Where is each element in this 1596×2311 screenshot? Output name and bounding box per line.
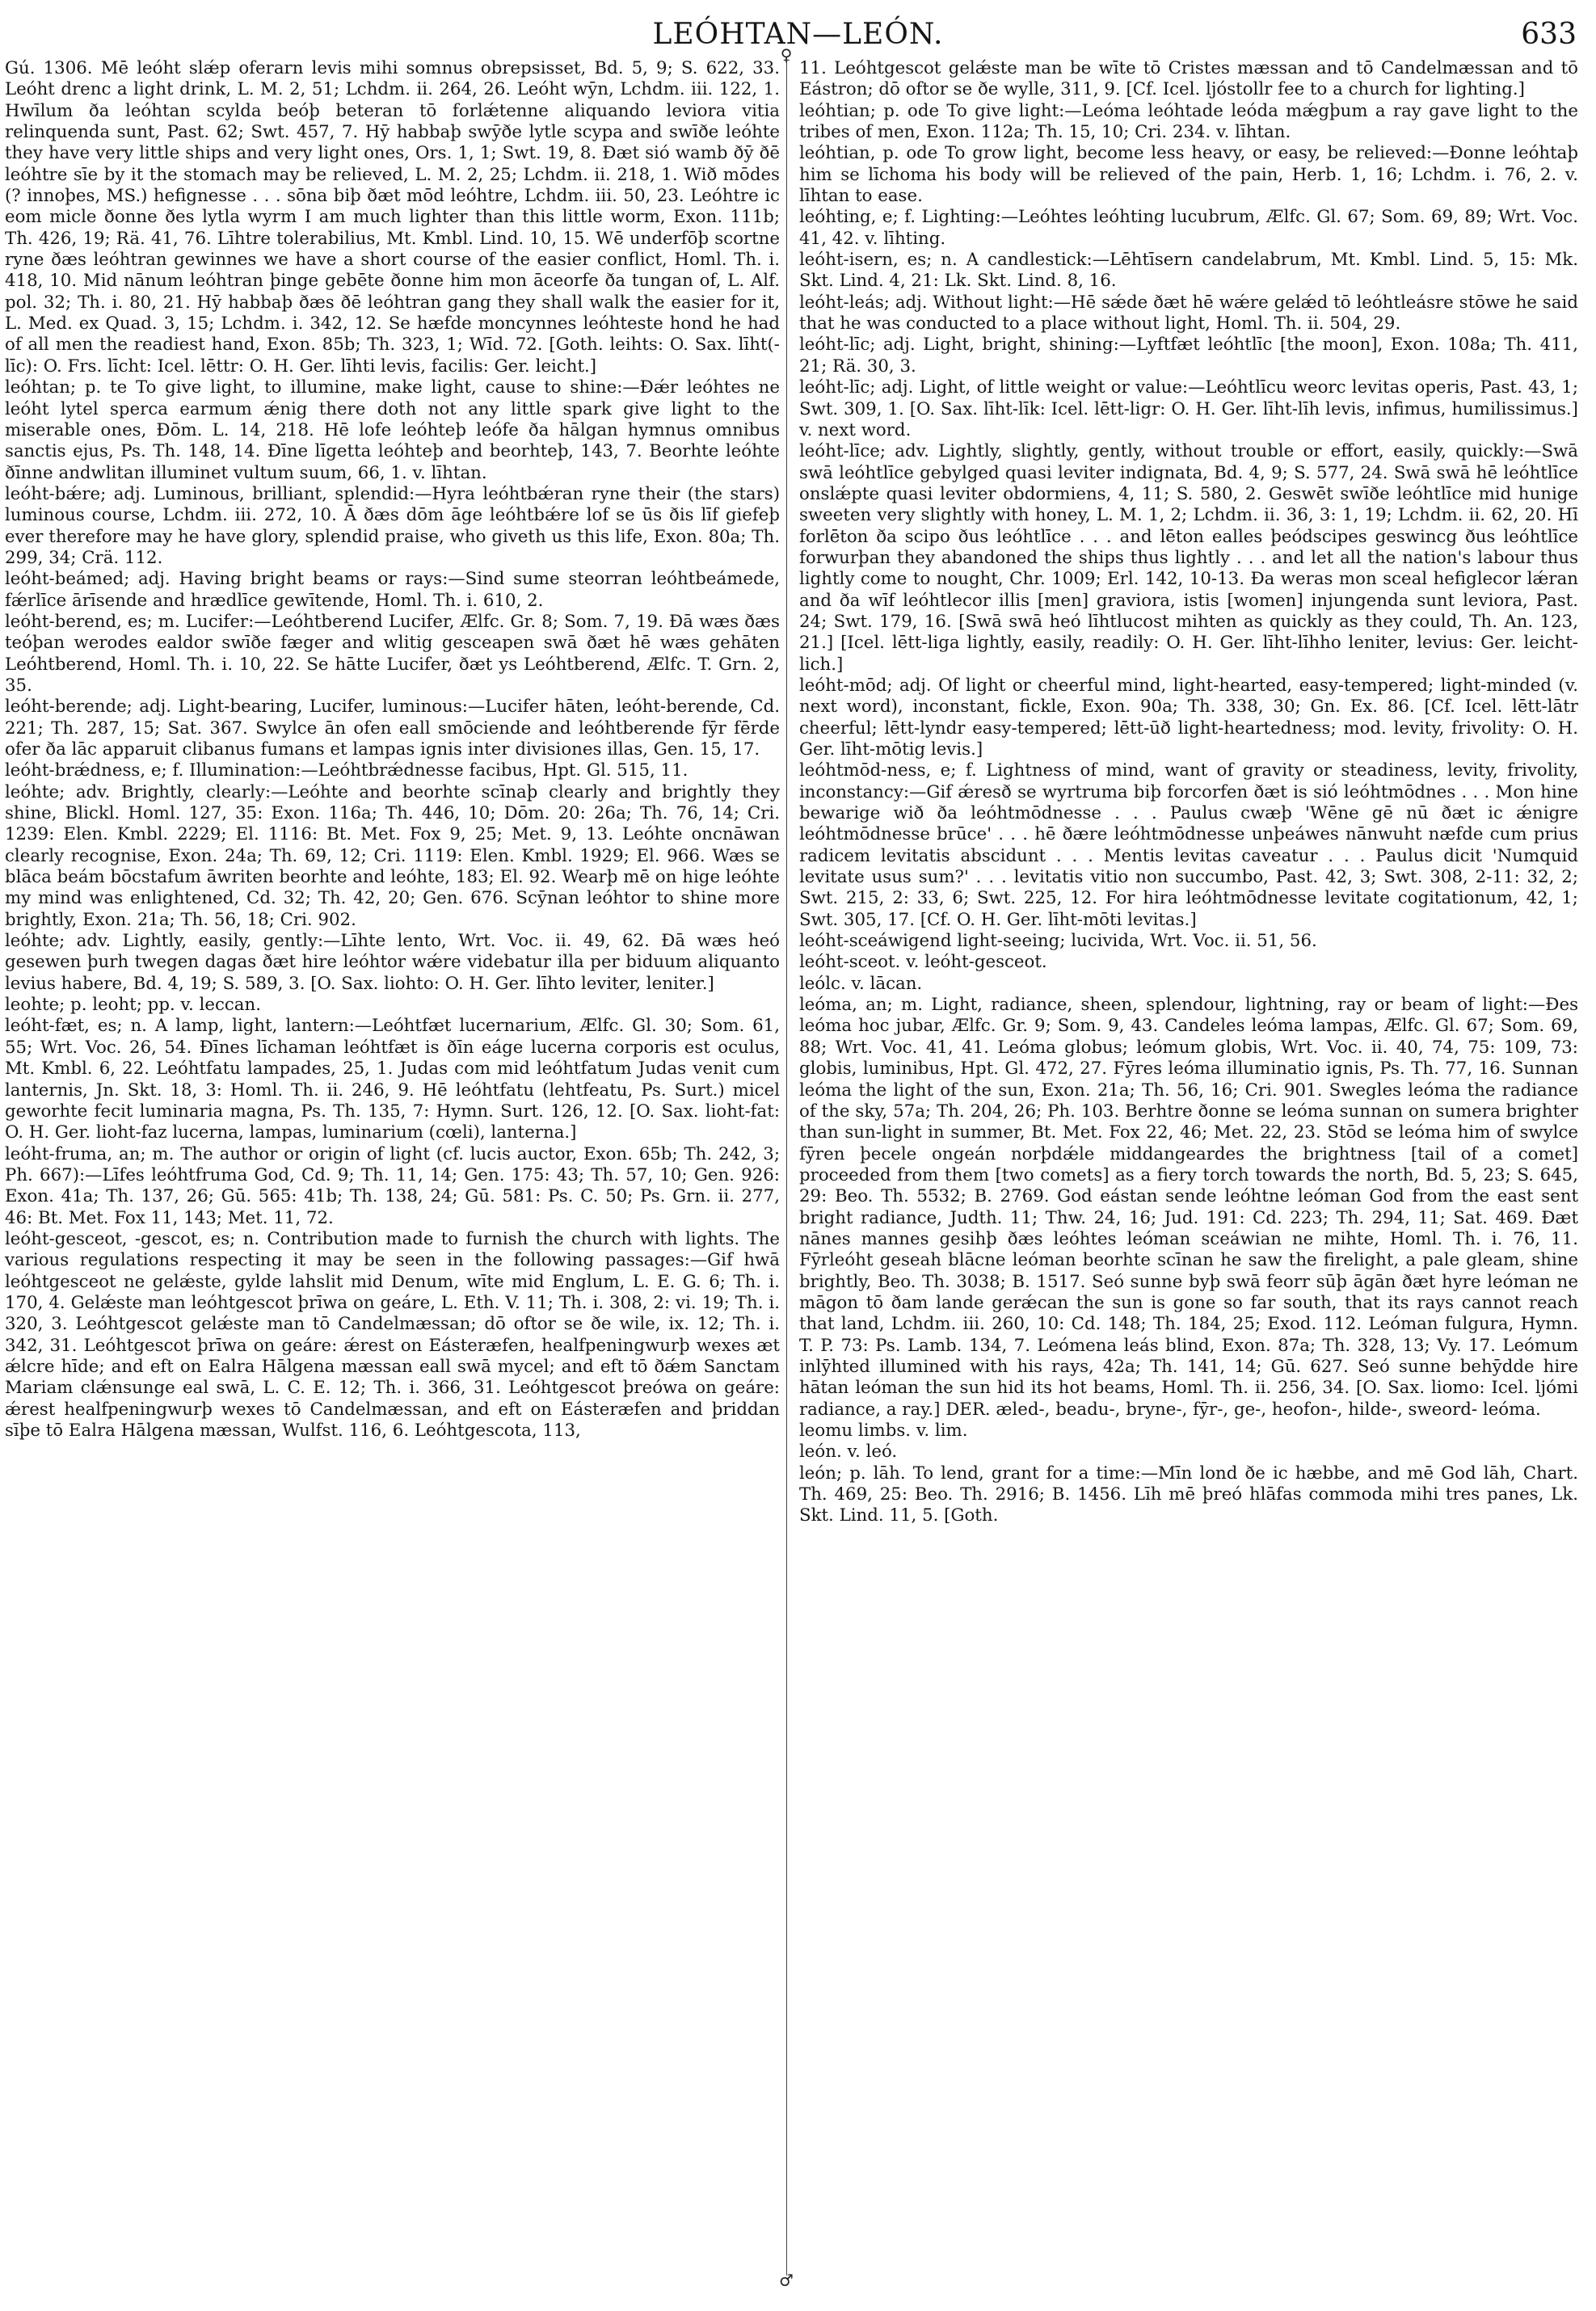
column-divider xyxy=(786,61,787,2275)
dictionary-entry: leóht-berende; adj. Light-bearing, Lucifer, luminous:—Lucifer hāten, leóht-berende, Cd. 221; Th. 287, 15; Sat. 367. Swylce ān ofen eall smōciende and leóhtberende fȳr fērde ofer ða lāc apparuit clibanus fumans et lampas ignis inter divisiones illas, Gen. 15, 17. xyxy=(5,697,780,760)
dictionary-entry: Gú. 1306. Mē leóht slǽp oferarn levis mihi somnus obrepsisset, Bd. 5, 9; S. 622, 33. Leóht drenc a light drink, L. M. 2, 51; Lchdm. ii. 264, 26. Leóht wȳn, Lchdm. iii. 122, 1. Hwīlum ða leóhtan scylda beóþ beteran tō forlǽtenne aliquando leviora vitia relinquenda sunt, Past. 62; Swt. 457, 7. Hȳ habbaþ swȳðe lytle scypa and swīðe leóhte they have very little ships and very light ones, Ors. 1, 1; Swt. 19, 8. Ðæt sió wamb ðȳ ðē leóhtre sīe by it the stomach may be relieved, L. M. 2, 25; Lchdm. ii. 218, 1. Wið mōdes (? innoþes, MS.) hefignesse . . . sōna biþ ðæt mōd leóhtre, Lchdm. iii. 50, 23. Leóhtre ic eom micle ðonne ðes lytla wyrm I am much lighter than this little worm, Exon. 111b; Th. 426, 19; Rä. 41, 76. Līhtre tolerabilius, Mt. Kmbl. Lind. 10, 15. Wē underfōþ scortne ryne ðæs leóhtran gewinnes we have a short course of the easier conflict, Homl. Th. i. 418, 10. Mid nānum leóhtran þinge gebēte ðonne him mon āceorfe ða tungan of, L. Alf. pol. 32; Th. i. 80, 21. Hȳ habbaþ ðæs ðē leóhtran gang they shall walk the easier for it, L. Med. ex Quad. 3, 15; Lchdm. i. 342, 12. Se hæfde moncynnes leóhteste hond he had of all men the readiest hand, Exon. 85b; Th. 323, 1; Wīd. 72. [Goth. leihts: O. Sax. līht(-līc): O. Frs. līcht: Icel. lēttr: O. H. Ger. līhti levis, facilis: Ger. leicht.] xyxy=(5,58,780,377)
bottom-ornament-icon: ♂ xyxy=(779,2271,794,2290)
dictionary-entry: leólc. v. lācan. xyxy=(799,973,923,994)
dictionary-entry: leohte; p. leoht; pp. v. leccan. xyxy=(5,995,261,1016)
dictionary-entry: leóhtmōd-ness, e; f. Lightness of mind, want of gravity or steadiness, levity, frivolity, inconstancy:—Gif ǽresð se wyrtruma biþ forcorfen ðæt is sió leóhtmōdnes . . . Mon hine bewarige wið ða leóhtmōdnesse . . . Paulus cwæþ 'Wēne gē nū ðæt ic ǽnigre leóhtmōdnesse brūce' . . . hē ðære leóhtmōdnesse unþeáwes nānwuht næfde cum prius radicem levitatis abscidunt . . . Mentis levitas caveatur . . . Paulus dicit 'Numquid levitate usus sum?' . . . levitatis vitio non succumbo, Past. 42, 3; Swt. 308, 2-11: 32, 2; Swt. 215, 2: 33, 6; Swt. 225, 12. For hira leóhtmōdnesse levitate cogitationum, 42, 1; Swt. 305, 17. [Cf. O. H. Ger. līht-mōti levitas.] xyxy=(799,760,1578,930)
right-column xyxy=(799,58,1578,1527)
page-title: LEÓHTAN—LEÓN. xyxy=(652,18,944,51)
left-column xyxy=(5,58,780,1442)
dictionary-entry: leóht-leás; adj. Without light:—Hē sǽde ðæt hē wǽre gelǽd tō leóhtleásre stōwe he said that he was conducted to a place without light, Homl. Th. ii. 504, 29. xyxy=(799,292,1578,335)
dictionary-entry: leóht-beámed; adj. Having bright beams or rays:—Sind sume steorran leóhtbeámede, fǽrlīce ārīsende and hrædlīce gewītende, Homl. Th. i. 610, 2. xyxy=(5,569,780,611)
dictionary-entry: leóhte; adv. Lightly, easily, gently:—Līhte lento, Wrt. Voc. ii. 49, 62. Ðā wæs heó gesewen þurh twegen dagas ðæt hire leóhtor wǽre videbatur illa per biduum aliquanto levius habere, Bd. 4, 19; S. 589, 3. [O. Sax. liohto: O. H. Ger. līhto leviter, leniter.] xyxy=(5,931,780,994)
dictionary-entry: leóht-mōd; adj. Of light or cheerful mind, light-hearted, easy-tempered; light-minded (v. next word), inconstant, fickle, Exon. 90a; Th. 338, 30; Gn. Ex. 86. [Cf. Icel. lētt-lātr cheerful; lētt-lyndr easy-tempered; lētt-ūð light-heartedness; mod. levity, frivolity: O. H. Ger. līht-mōtig levis.] xyxy=(799,675,1578,760)
dictionary-entry: leóma, an; m. Light, radiance, sheen, splendour, lightning, ray or beam of light:—Ðes leóma hoc jubar, Ælfc. Gr. 9; Som. 9, 43. Candeles leóma lampas, Ælfc. Gl. 67; Som. 69, 88; Wrt. Voc. 41, 41. Leóma globus; leómum globis, Wrt. Voc. ii. 40, 74, 75: 109, 73: globis, luminibus, Hpt. Gl. 472, 27. Fȳres leóma illuminatio ignis, Ps. Th. 77, 16. Sunnan leóma the light of the sun, Exon. 21a; Th. 56, 16; Cri. 901. Swegles leóma the radiance of the sky, 57a; Th. 204, 26; Ph. 103. Berhtre ðonne se leóma sunnan on sumera brighter than sun-light in summer, Bt. Met. Fox 22, 46; Met. 22, 23. Stōd se leóma him of swylce fȳren þecele ongeán norþdǽle middangeardes the brightness [tail of a comet] proceeded from them [two comets] as a fiery torch towards the north, Bd. 5, 23; S. 645, 29: Beo. Th. 5532; B. 2769. God eástan sende leóhtne leóman God from the east sent bright radiance, Judth. 11; Thw. 24, 16; Jud. 191: Cd. 223; Th. 294, 11; Sat. 469. Ðæt nānes mannes gesihþ ðæs leóhtes leóman sceáwian ne mihte, Homl. Th. i. 76, 11. Fȳrleóht geseah blācne leóman beorhte scīnan he saw the firelight, a pale gleam, shine brightly, Beo. Th. 3038; B. 1517. Seó sunne byþ swā feorr sūþ āgān ðæt hyre leóman ne māgon tō ðam lande gerǽcan the sun is gone so far south, that its rays cannot reach that land, Lchdm. iii. 260, 10: Cd. 148; Th. 184, 25; Exod. 112. Leóman fulgura, Hymn. T. P. 73: Ps. Lamb. 134, 7. Leómena leás blind, Exon. 87a; Th. 328, 13; Vy. 17. Leómum inlȳhted illumined with his rays, 42a; Th. 141, 14; Gū. 627. Seó sunne behȳdde hire hātan leóman the sun hid its hot beams, Homl. Th. ii. 256, 34. [O. Sax. liomo: Icel. ljómi radiance, a ray.] DER. æled-, beadu-, bryne-, fȳr-, ge-, heofon-, hilde-, sweord- leóma. xyxy=(799,995,1578,1420)
dictionary-entry: leóht-bǽre; adj. Luminous, brilliant, splendid:—Hyra leóhtbǽran ryne their (the stars) luminous course, Lchdm. iii. 272, 10. Ā ðæs dōm āge leóhtbǽre lof se ūs ðis līf giefeþ ever therefore may he have glory, splendid praise, who giveth us this life, Exon. 80a; Th. 299, 34; Crä. 112. xyxy=(5,483,780,568)
dictionary-entry: leóht-brǽdness, e; f. Illumination:—Leóhtbrǽdnesse facibus, Hpt. Gl. 515, 11. xyxy=(5,760,689,781)
dictionary-entry: leóhtian; p. ode To give light:—Leóma leóhtade leóda mǽgþum a ray gave light to the tribes of men, Exon. 112a; Th. 15, 10; Cri. 234. v. līhtan. xyxy=(799,100,1578,143)
dictionary-entry: leóht-līce; adv. Lightly, slightly, gently, without trouble or effort, easily, quickly:—Swā swā leóhtlīce gebylged quasi leviter indignata, Bd. 4, 9; S. 577, 24. Swā swā hē leóhtlīce onslǽpte quasi leviter obdormiens, 4, 11; S. 580, 2. Geswēt swīðe leóhtlīce mid hunige sweeten very slightly with honey, L. M. 1, 2; Lchdm. ii. 36, 3: 1, 19; Lchdm. ii. 62, 20. Hī forlēton ða scipo ðus leóhtlīce . . . and lēton ealles þeódscipes geswincg ðus leóhtlīce forwurþan they abandoned the ships thus lightly . . . and let all the nation's labour thus lightly come to nought, Chr. 1009; Erl. 142, 10-13. Ða weras mon sceal hefiglecor lǽran and ða wīf leóhtlecor illis [men] graviora, istis [women] injungenda sunt leviora, Past. 24; Swt. 179, 16. [Swā swā heó līhtlucost mihten as quickly as they could, Th. An. 123, 21.] [Icel. lētt-liga lightly, easily, readily: O. H. Ger. līht-līhho leniter, levius: Ger. leicht-lich.] xyxy=(799,441,1578,675)
page-header xyxy=(0,18,1596,50)
dictionary-entry: leóht-berend, es; m. Lucifer:—Leóhtberend Lucifer, Ælfc. Gr. 8; Som. 7, 19. Ðā wæs ðæs teóþan werodes ealdor swīðe fæger and wlitig gesceapen swā ðæt hē wæs gehāten Leóhtberend, Homl. Th. i. 10, 22. Se hātte Lucifer, ðæt ys Leóhtberend, Ælfc. T. Grn. 2, 35. xyxy=(5,611,780,696)
dictionary-entry: leóhting, e; f. Lighting:—Leóhtes leóhting lucubrum, Ælfc. Gl. 67; Som. 69, 89; Wrt. Voc. 41, 42. v. līhting. xyxy=(799,207,1578,249)
dictionary-entry: leóht-līc; adj. Light, bright, shining:—Lyftfæt leóhtlīc [the moon], Exon. 108a; Th. 411, 21; Rä. 30, 3. xyxy=(799,335,1578,377)
dictionary-entry: león. v. leó. xyxy=(799,1442,898,1463)
dictionary-entry: leóhte; adv. Brightly, clearly:—Leóhte and beorhte scīnaþ clearly and brightly they shine, Blickl. Homl. 127, 35: Exon. 116a; Th. 446, 10; Dōm. 20: 26a; Th. 76, 14; Cri. 1239: Elen. Kmbl. 2229; El. 1116: Bt. Met. Fox 9, 25; Met. 9, 13. Leóhte oncnāwan clearly recognise, Exon. 24a; Th. 69, 12; Cri. 1119: Elen. Kmbl. 1929; El. 966. Wæs se blāca beám bōcstafum āwriten beorhte and leóhte, 183; El. 92. Wearþ mē on hige leóhte my mind was enlightened, Cd. 32; Th. 42, 20; Gen. 676. Scȳnan leóhtor to shine more brightly, Exon. 21a; Th. 56, 18; Cri. 902. xyxy=(5,781,780,930)
dictionary-entry: león; p. lāh. To lend, grant for a time:—Mīn lond ðe ic hæbbe, and mē God lāh, Chart. Th. 469, 25: Beo. Th. 2916; B. 1456. Līh mē þreó hlāfas commoda mihi tres panes, Lk. Skt. Lind. 11, 5. [Goth. xyxy=(799,1463,1578,1526)
dictionary-entry: leóht-sceot. v. leóht-gesceot. xyxy=(799,952,1047,973)
dictionary-entry: leóhtan; p. te To give light, to illumine, make light, cause to shine:—Ðǽr leóhtes ne leóht lytel sperca earmum ǽnig there doth not any little spark give light to the miserable ones, Ðōm. L. 14, 218. Hē lofe leóhteþ leófe ða hālgan hymnus omnibus sanctis ejus, Ps. Th. 148, 14. Ðīne līgetta leóhteþ and beorhteþ, 143, 7. Beorhte leóhte ðīnne andwlitan illuminet vultum suum, 66, 1. v. līhtan. xyxy=(5,377,780,483)
dictionary-entry: leóht-fruma, an; m. The author or origin of light (cf. lucis auctor, Exon. 65b; Th. 242, 3; Ph. 667):—Līfes leóhtfruma God, Cd. 9; Th. 11, 14; Gen. 175: 43; Th. 57, 10; Gen. 926: Exon. 41a; Th. 137, 26; Gū. 565: 41b; Th. 138, 24; Gū. 581: Ps. C. 50; Ps. Grn. ii. 277, 46: Bt. Met. Fox 11, 143; Met. 11, 72. xyxy=(5,1143,780,1228)
dictionary-entry: leóht-līc; adj. Light, of little weight or value:—Leóhtlīcu weorc levitas operis, Past. 43, 1; Swt. 309, 1. [O. Sax. līht-līk: Icel. lētt-ligr: O. H. Ger. līht-līh levis, infimus, humilissimus.] v. next word. xyxy=(799,377,1578,440)
dictionary-entry: leomu limbs. v. lim. xyxy=(799,1421,968,1441)
dictionary-entry: leóht-isern, es; n. A candlestick:—Lēhtīsern candelabrum, Mt. Kmbl. Lind. 5, 15: Mk. Skt. Lind. 4, 21: Lk. Skt. Lind. 8, 16. xyxy=(799,250,1578,292)
dictionary-entry: leóhtian, p. ode To grow light, become less heavy, or easy, be relieved:—Ðonne leóhtaþ him se līchoma his body will be relieved of the pain, Herb. 1, 16; Lchdm. i. 76, 2. v. līhtan to ease. xyxy=(799,143,1578,207)
top-ornament-icon: ♀ xyxy=(780,45,793,65)
dictionary-entry: leóht-fæt, es; n. A lamp, light, lantern:—Leóhtfæt lucernarium, Ælfc. Gl. 30; Som. 61, 55; Wrt. Voc. 26, 54. Ðīnes līchaman leóhtfæt is ðīn eáge lucerna corporis est oculus, Mt. Kmbl. 6, 22. Leóhtfatu lampades, 25, 1. Judas com mid leóhtfatum Judas venit cum lanternis, Jn. Skt. 18, 3: Homl. Th. ii. 246, 9. Hē leóhtfatu (lehtfeatu, Ps. Surt.) micel geworhte fecit luminaria magna, Ps. Th. 135, 7: Hymn. Surt. 126, 12. [O. Sax. lioht-fat: O. H. Ger. lioht-faz lucerna, lampas, luminarium (cœli), lanterna.] xyxy=(5,1016,780,1143)
page-number: 633 xyxy=(1521,18,1577,51)
dictionary-entry: leóht-sceáwigend light-seeing; lucivida, Wrt. Voc. ii. 51, 56. xyxy=(799,931,1317,952)
dictionary-entry: leóht-gesceot, -gescot, es; n. Contribution made to furnish the church with lights. The various regulations respecting it may be seen in the following passages:—Gif hwā leóhtgesceot ne gelǽste, gylde lahslit mid Denum, wīte mid Englum, L. E. G. 6; Th. i. 170, 4. Gelǽste man leóhtgescot þrīwa on geáre, L. Eth. V. 11; Th. i. 308, 2: vi. 19; Th. i. 320, 3. Leóhtgescot gelǽste man tō Candelmæssan; dō oftor se ðe wile, ix. 12; Th. i. 342, 31. Leóhtgescot þrīwa on geáre: ǽrest on Eásteræfen, healfpeningwurþ wexes æt ǽlcre hīde; and eft on Ealra Hālgena mæssan eall swā mycel; and eft tō ðǽm Sanctam Mariam clǽnsunge eal swā, L. C. E. 12; Th. i. 366, 31. Leóhtgescot þreówa on geáre: ǽrest healfpeningwurþ wexes tō Candelmæssan, and eft on Eásteræfen and þriddan sīþe tō Ealra Hālgena mæssan, Wulfst. 116, 6. Leóhtgescota, 113, xyxy=(5,1228,780,1441)
dictionary-entry: 11. Leóhtgescot gelǽste man be wīte tō Cristes mæssan and tō Candelmæssan and tō Eástron; dō oftor se ðe wylle, 311, 9. [Cf. Icel. ljóstollr fee to a church for lighting.] xyxy=(799,58,1578,100)
